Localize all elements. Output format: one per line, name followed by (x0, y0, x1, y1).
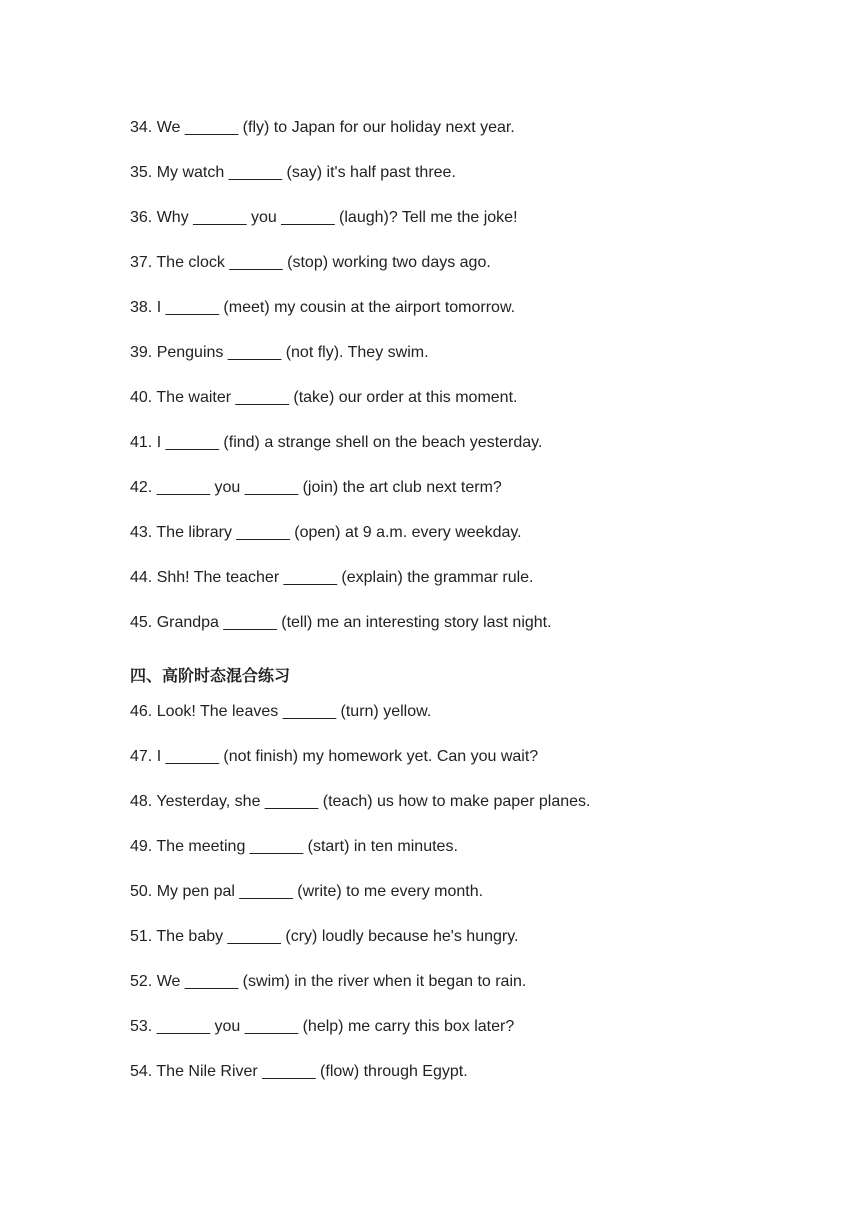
exercise-46: 46. Look! The leaves ______ (turn) yellow. (130, 703, 432, 720)
exercise-48: 48. Yesterday, she ______ (teach) us how to make paper planes. (130, 793, 591, 810)
exercise-44: 44. Shh! The teacher ______ (explain) the grammar rule. (130, 569, 534, 586)
exercise-42: 42. ______ you ______ (join) the art club next term? (130, 479, 502, 496)
exercise-37: 37. The clock ______ (stop) working two days ago. (130, 254, 491, 271)
exercise-49: 49. The meeting ______ (start) in ten minutes. (130, 838, 458, 855)
exercise-36: 36. Why ______ you ______ (laugh)? Tell me the joke! (130, 209, 518, 226)
exercise-54: 54. The Nile River ______ (flow) through Egypt. (130, 1063, 468, 1080)
exercise-38: 38. I ______ (meet) my cousin at the airport tomorrow. (130, 299, 516, 316)
exercise-53: 53. ______ you ______ (help) me carry this box later? (130, 1018, 515, 1035)
exercise-43: 43. The library ______ (open) at 9 a.m. every weekday. (130, 524, 522, 541)
exercise-52: 52. We ______ (swim) in the river when it began to rain. (130, 973, 527, 990)
exercise-50: 50. My pen pal ______ (write) to me every month. (130, 883, 484, 900)
exercise-35: 35. My watch ______ (say) it's half past three. (130, 164, 456, 181)
exercise-39: 39. Penguins ______ (not fly). They swim. (130, 344, 429, 361)
section-heading: 四、高阶时态混合练习 (130, 668, 291, 685)
exercise-34: 34. We ______ (fly) to Japan for our holiday next year. (130, 119, 515, 136)
exercise-47: 47. I ______ (not finish) my homework yet. Can you wait? (130, 748, 539, 765)
exercise-51: 51. The baby ______ (cry) loudly because he's hungry. (130, 928, 519, 945)
exercise-45: 45. Grandpa ______ (tell) me an interesting story last night. (130, 614, 552, 631)
exercise-41: 41. I ______ (find) a strange shell on the beach yesterday. (130, 434, 543, 451)
exercise-40: 40. The waiter ______ (take) our order at this moment. (130, 389, 518, 406)
